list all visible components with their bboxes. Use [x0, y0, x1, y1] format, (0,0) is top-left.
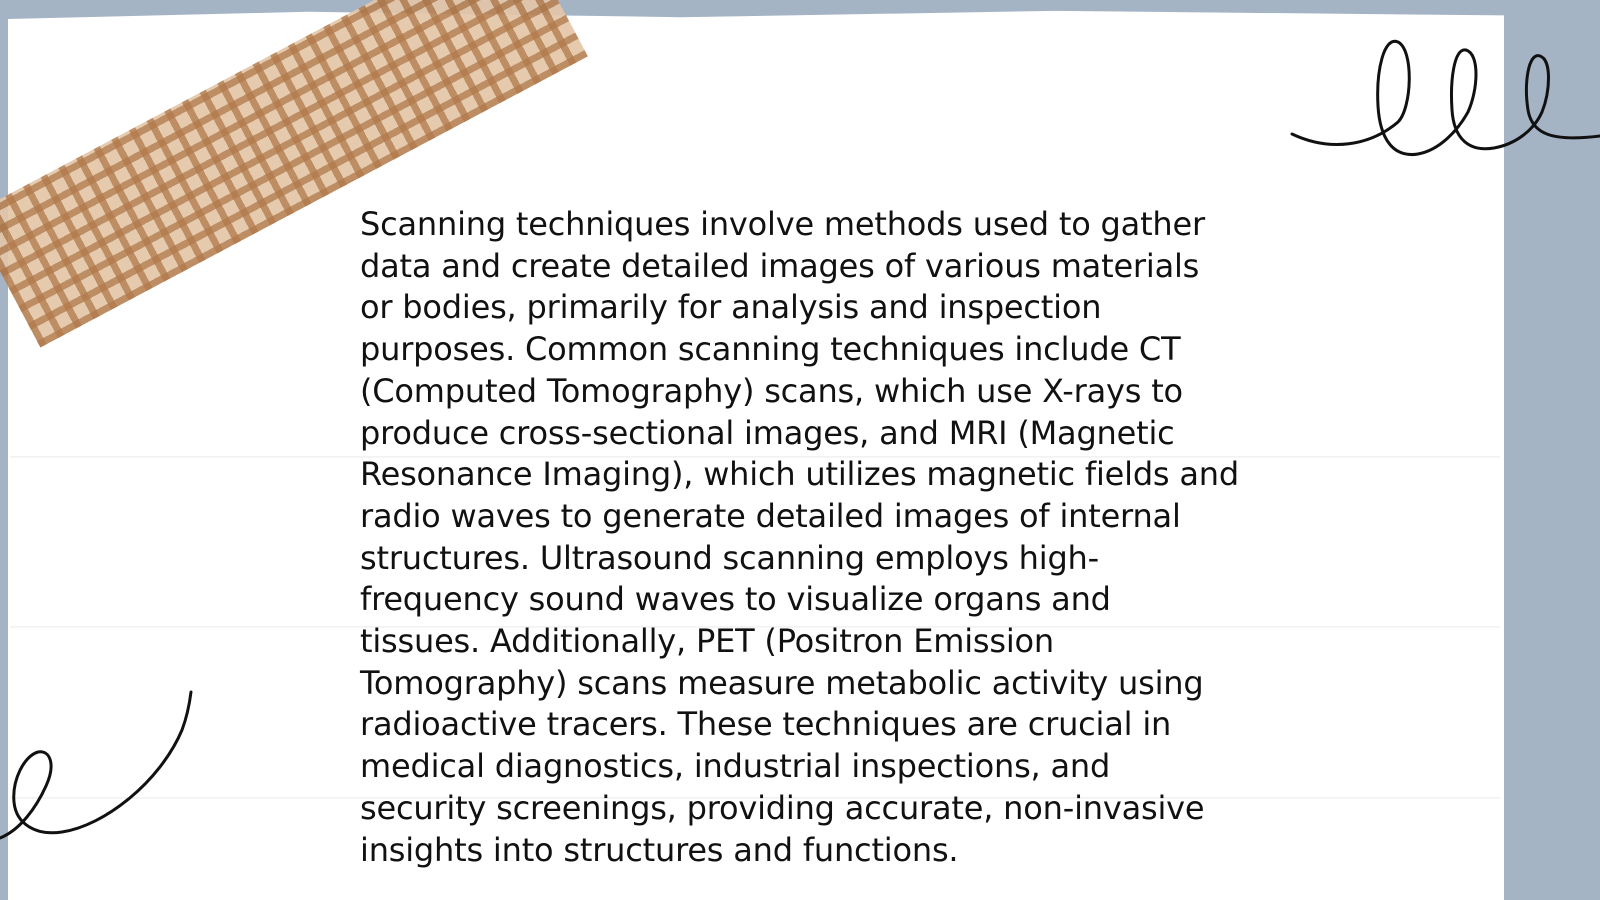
- loop-squiggle-icon: [1290, 30, 1600, 170]
- body-paragraph: Scanning techniques involve methods used to gather data and create detailed images of various materials or bodies, primarily for analysis and inspection purposes. Common scanning techniques include CT (Computed Tomography) scans, which use X-rays to produce cross-sectional images, and MRI (Magnetic Resonance Imaging), which utilizes magnetic fields and radio waves to generate detailed images of internal structures. Ultrasound scanning employs high-frequency sound waves to visualize organs and tissues. Additionally, PET (Positron Emission Tomography) scans measure metabolic activity using radioactive tracers. These techniques are crucial in medical diagnostics, industrial inspections, and security screenings, providing accurate, non-invasive insights into structures and functions.: [360, 205, 1239, 869]
- swoosh-squiggle-icon: [0, 690, 210, 860]
